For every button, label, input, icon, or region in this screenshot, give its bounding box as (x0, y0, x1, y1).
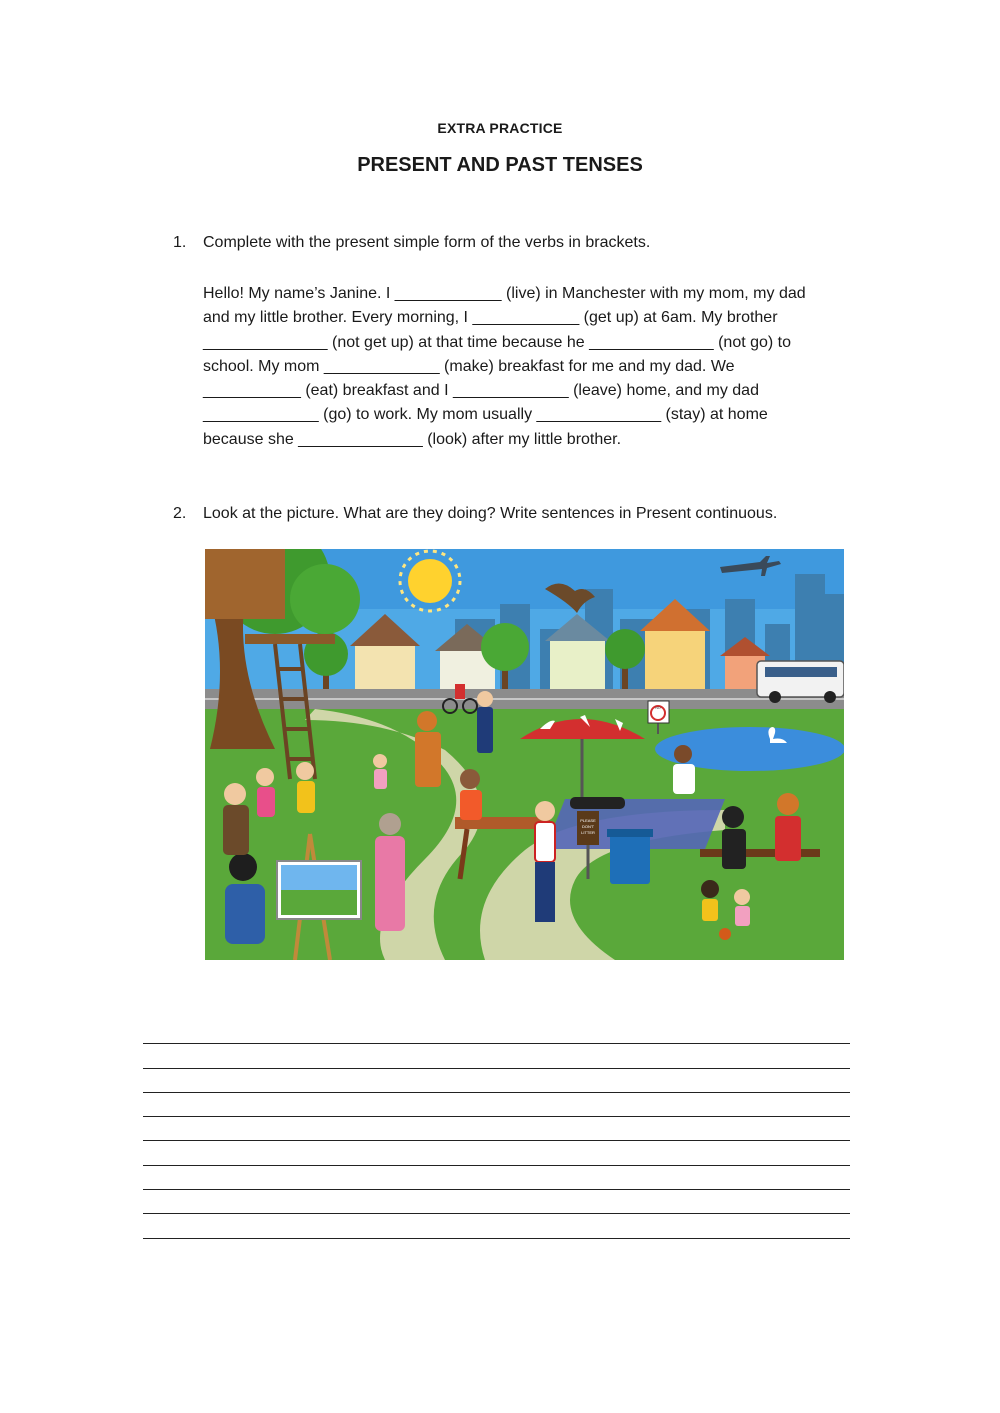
answer-line[interactable] (143, 1044, 850, 1068)
paragraph-line: ___________ (eat) breakfast and I _____________ (leave) home, and my dad (203, 382, 759, 400)
answer-line[interactable] (143, 1141, 850, 1165)
litter-sign-line: PLEASE (580, 818, 596, 823)
litter-sign-line: LITTER (581, 830, 595, 835)
paragraph-line: because she ______________ (look) after my little brother. (203, 430, 622, 448)
woman-lying (570, 797, 625, 809)
police-officer (477, 691, 493, 753)
answer-line[interactable] (143, 1093, 850, 1117)
paragraph-line: _____________ (go) to work. My mom usually ______________ (stay) at home (203, 406, 768, 424)
paragraph-line: school. My mom _____________ (make) breakfast for me and my dad. We (203, 357, 735, 375)
paragraph-line: ______________ (not get up) at that time because he ______________ (not go) to (203, 333, 792, 351)
woman-bench (722, 806, 746, 869)
exercise-2-instruction: Look at the picture. What are they doing? Write sentences in Present continuous. (203, 505, 778, 522)
no-dogs-sign-label: NO (655, 706, 661, 710)
old-man (223, 783, 249, 855)
girl-reading (256, 768, 275, 817)
worksheet-subtitle: EXTRA PRACTICE (437, 120, 563, 136)
paragraph-line: Hello! My name’s Janine. I ____________ (live) in Manchester with my mom, my dad (203, 285, 806, 302)
man-laptop (460, 769, 482, 820)
man-bench (775, 793, 801, 861)
worksheet-title: PRESENT AND PAST TENSES (357, 154, 643, 176)
exercise-1-paragraph (203, 282, 853, 452)
answer-line[interactable] (143, 1020, 850, 1044)
bench (700, 849, 820, 857)
answer-lines (143, 1020, 850, 1239)
answer-line[interactable] (143, 1214, 850, 1238)
exercise-1-instruction: Complete with the present simple form of the verbs in brackets. (203, 234, 651, 251)
bus-icon (757, 661, 844, 703)
answer-line[interactable] (143, 1117, 850, 1141)
boy-guitar (296, 762, 315, 813)
exercise-2-number: 2. (173, 505, 187, 522)
exercise-1-number: 1. (173, 234, 187, 251)
park-scene-illustration (205, 549, 844, 960)
answer-line[interactable] (143, 1069, 850, 1093)
park-scene-picture (205, 549, 844, 960)
litter-sign-line: DON'T (581, 824, 595, 829)
answer-line[interactable] (143, 1166, 850, 1190)
answer-line[interactable] (143, 1190, 850, 1214)
paragraph-line: and my little brother. Every morning, I ____________ (get up) at 6am. My brother (203, 309, 778, 327)
little-girl (373, 754, 387, 789)
man-sitting (673, 745, 695, 794)
trash-bin (607, 829, 653, 884)
